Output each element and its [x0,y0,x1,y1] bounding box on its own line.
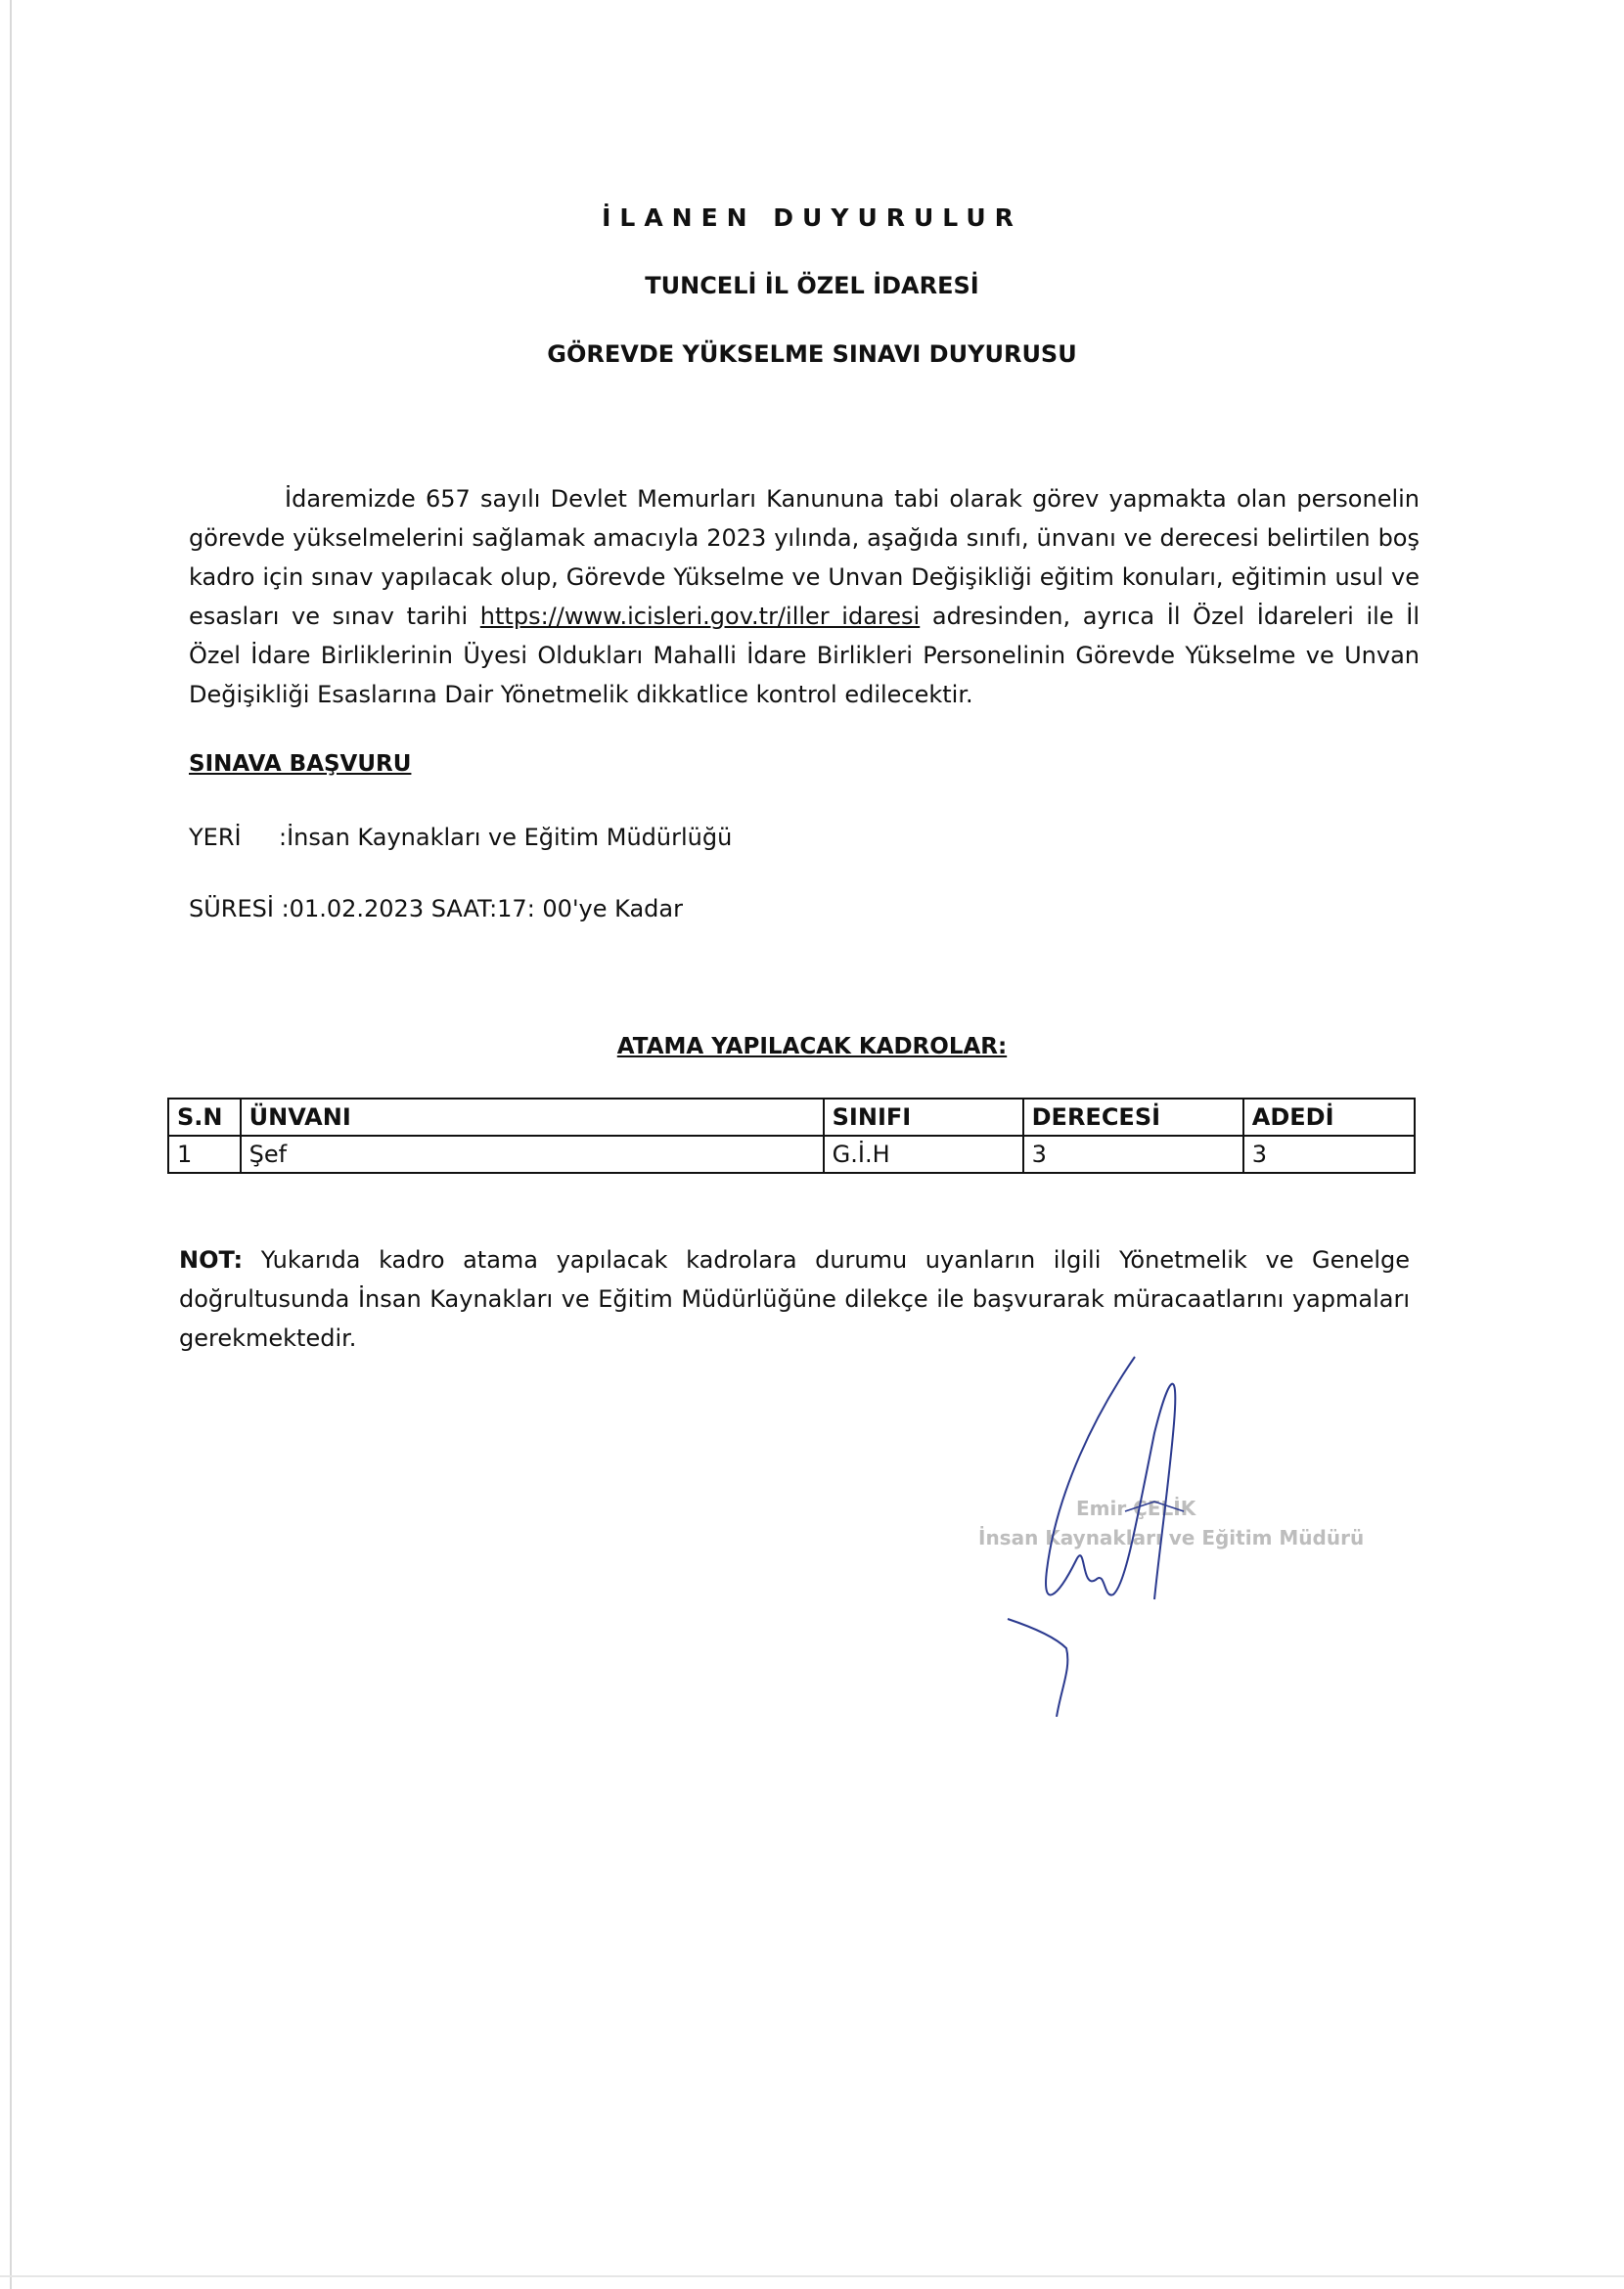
application-place-row [189,824,732,851]
stamp-title: İnsan Kaynakları ve Eğitim Müdürü [978,1526,1365,1549]
url-link[interactable]: https://www.icisleri.gov.tr/iller idaresi [479,603,921,630]
note-label: NOT: [179,1246,244,1274]
stamp-name: Emir ÇELİK [1076,1497,1196,1520]
body-text-part2: adresinden, ayrıca İl Özel İdareleri ile İl Özel İdare Birliklerinin Üyesi Oldukları Mahalli İdare Birlikleri Personelinin Görevde Yükselme ve Unvan Değişikliği Esaslarına Dair Yönetmelik dikkatlice kontrol edilecektir. [189,603,1420,708]
cell-sn: 1 [168,1136,241,1173]
positions-table [167,1098,1416,1174]
signature-image [988,1355,1242,1717]
header-adedi: ADEDİ [1243,1099,1415,1136]
cell-adedi: 3 [1243,1136,1415,1173]
announcement-heading: İLANEN DUYURULUR [602,203,1022,232]
header-unvan: ÜNVANI [241,1099,824,1136]
institution-name: TUNCELİ İL ÖZEL İDARESİ [645,272,979,299]
table-row [168,1136,1415,1173]
positions-title-text: ATAMA YAPILACAK KADROLAR: [616,1034,1008,1059]
note-text: Yukarıda kadro atama yapılacak kadrolara durumu uyanların ilgili Yönetmelik ve Genelge doğrultusunda İnsan Kaynakları ve Eğitim Müdürlüğüne dilekçe ile başvurarak müracaatlarını yapmaları gerekmektedir. [179,1246,1410,1352]
table-header-row [168,1099,1415,1136]
note-paragraph [179,1240,1410,1358]
cell-sinifi: G.İ.H [824,1136,1023,1173]
header-sinifi: SINIFI [824,1099,1023,1136]
scan-edge-bottom [0,2275,1624,2277]
deadline-label: SÜRESİ [189,895,274,922]
body-paragraph [189,479,1420,714]
application-section-title: SINAVA BAŞVURU [189,751,412,777]
place-label: YERİ [189,824,242,851]
body-text-part1: İdaremizde 657 sayılı Devlet Memurları Kanununa tabi olarak görev yapmakta olan personelin görevde yükselmelerini sağlamak amacıyla 2023 yılında, aşağıda sınıfı, ünvanı ve derecesi belirtilen boş kadro için sınav yapılacak olup, Görevde Yükselme ve Unvan Değişikliği eğitim konuları, eğitimin usul ve esasları ve sınav tarihi [189,485,1420,630]
deadline-value: :01.02.2023 SAAT:17: 00'ye Kadar [281,895,683,922]
document-title: GÖREVDE YÜKSELME SINAVI DUYURUSU [547,340,1077,368]
header-sn: S.N [168,1099,241,1136]
place-value: :İnsan Kaynakları ve Eğitim Müdürlüğü [279,824,733,851]
cell-unvan: Şef [241,1136,824,1173]
header-derecesi: DERECESİ [1023,1099,1243,1136]
cell-derecesi: 3 [1023,1136,1243,1173]
application-deadline-row [189,895,683,922]
positions-title [0,1034,1624,1059]
